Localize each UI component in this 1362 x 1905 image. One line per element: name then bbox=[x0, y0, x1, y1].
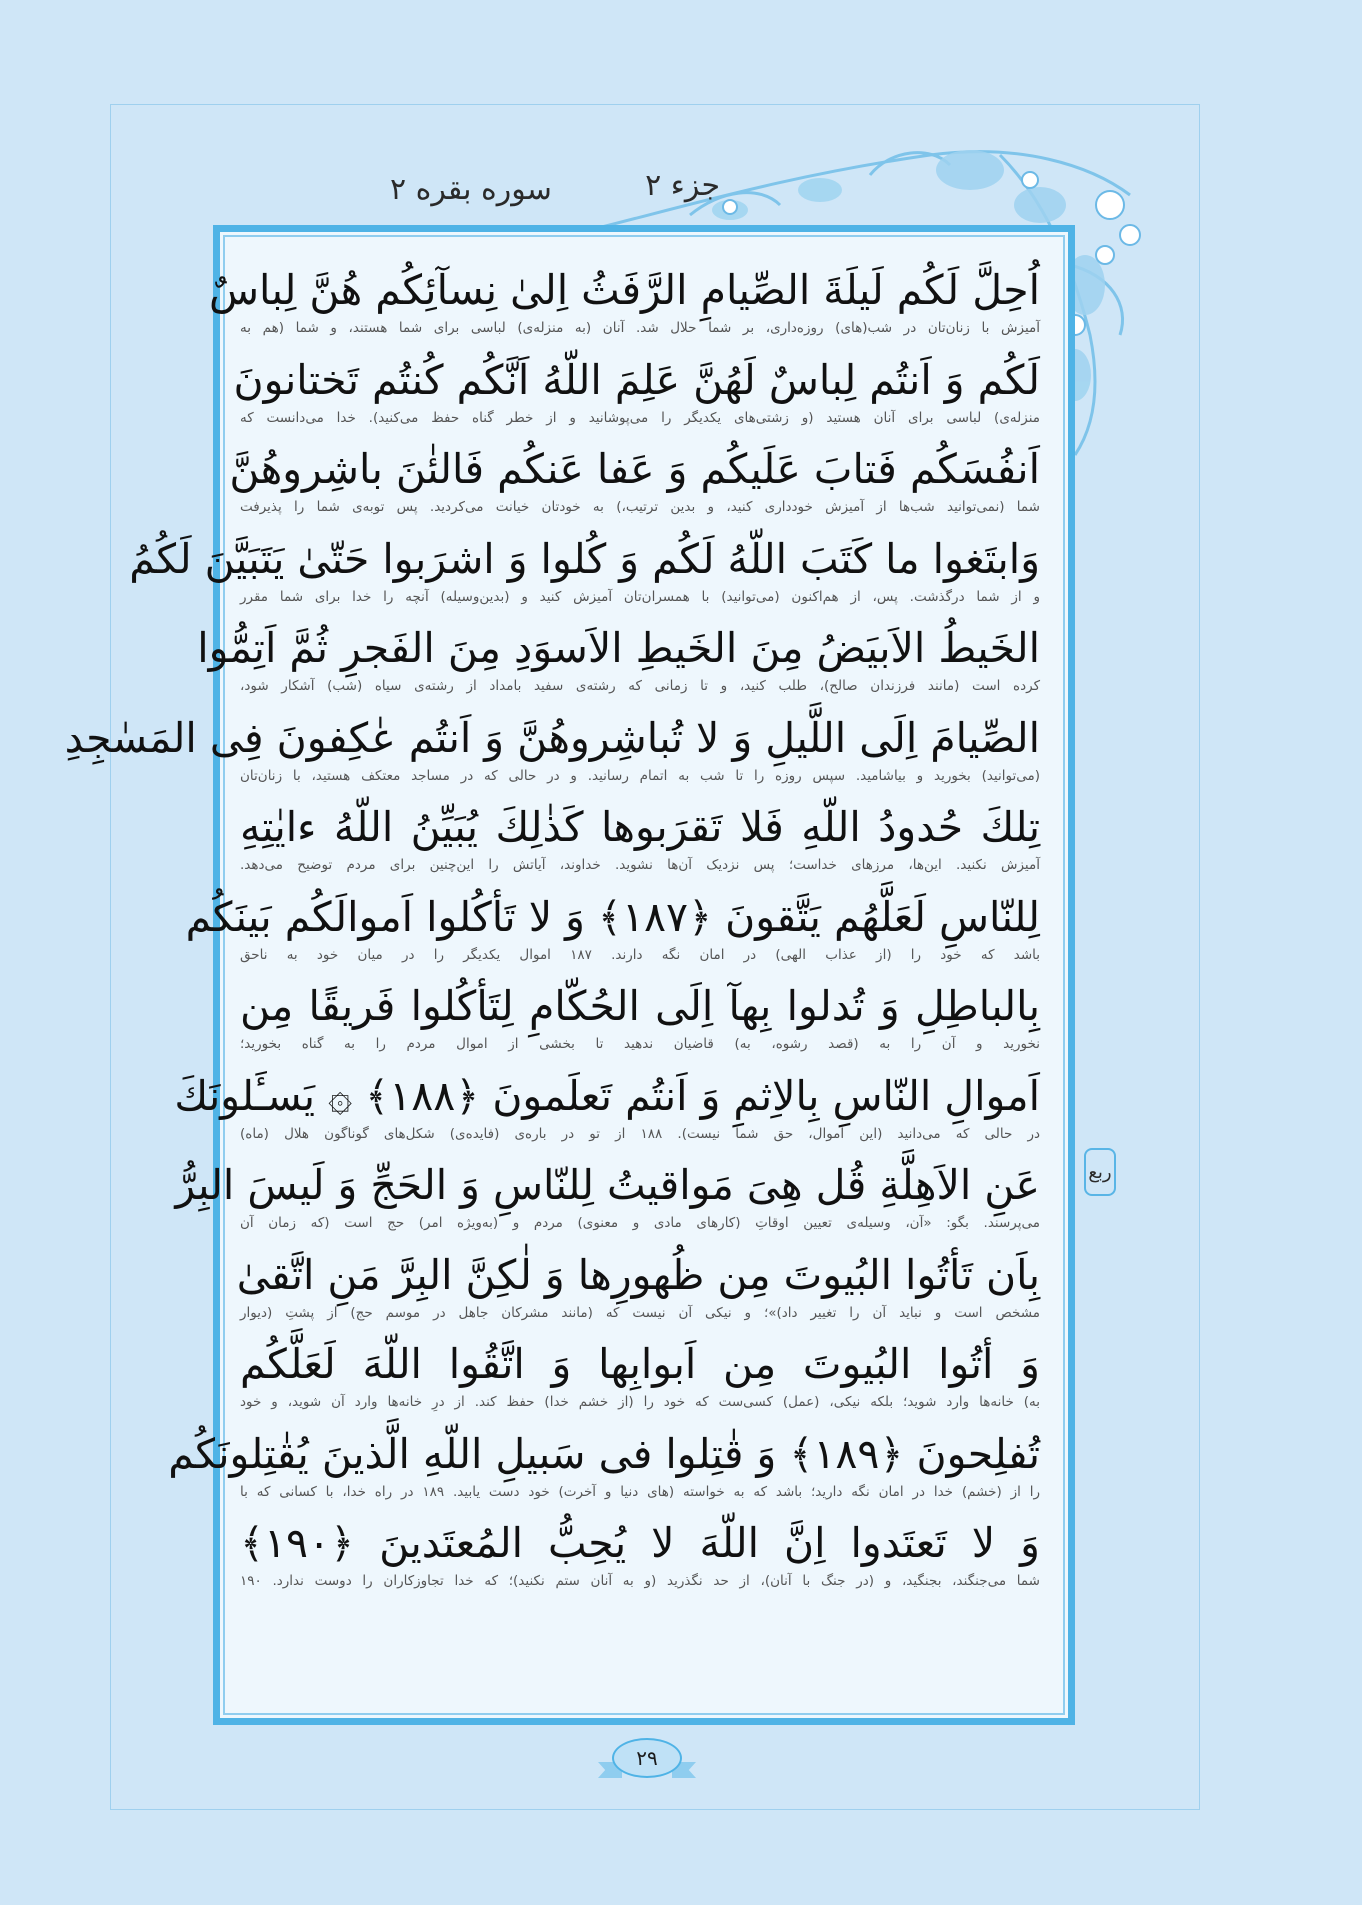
arabic-text: اَنفُسَكُم فَتابَ عَلَيكُم وَ عَفا عَنكُم فَالئٰنَ باشِروهُنَّ bbox=[229, 445, 1040, 493]
arabic-text: وَ لا تَعتَدوا اِنَّ اللّهَ لا يُحِبُّ المُعتَدينَ ﴿١٩٠﴾ bbox=[240, 1519, 1040, 1567]
verse-line bbox=[175, 1157, 1040, 1247]
persian-translation: می‌پرسند. بگو: «آن، وسیله‌ی تعیین اوقاتِ (کارهای مادی و معنوی) مردم و (به‌ویژه امر) حج است (که زمان آن bbox=[240, 1215, 1040, 1231]
persian-translation: را از (خشم) خدا در امان نگه دارید؛ باشد که به خواسته (های دنیا و آخرت) خود دست یابید. ۱۸۹ در راه خدا، با کسانی که با bbox=[240, 1483, 1041, 1500]
persian-translation: شما (نمی‌توانید شب‌ها از آمیزش خودداری کنید، و بدین ترتیب،) به خودتان خیانت می‌کردید. پس توبه‌ی شما را پذیرفت bbox=[240, 499, 1040, 515]
persian-translation: باشد که خود را (از عذاب الهی) در امان نگه دارند. ۱۸۷ اموال یکدیگر را در میان خود به ناحق bbox=[240, 946, 1040, 963]
persian-translation: (می‌توانید) بخورید و بیاشامید. سپس روزه را تا شب به اتمام رسانید. و در حالی که در مساجد معتکف هستید، با زنان‌تان bbox=[240, 767, 1040, 784]
arabic-text: اُحِلَّ لَكُم لَيلَةَ الصِّيامِ الرَّفَثُ اِلىٰ نِسآئِكُم هُنَّ لِباسٌ bbox=[208, 266, 1040, 314]
persian-translation: مشخص است و نباید آن را تغییر داد)»؛ و نیکی آن نیست که (مانند مشرکان جاهل در موسم حج) از پشتِ (دیوار bbox=[240, 1304, 1040, 1321]
rub-marker: ربع bbox=[1084, 1148, 1116, 1196]
verse-line bbox=[236, 1247, 1040, 1337]
surah-label: سوره بقره ۲ bbox=[390, 172, 552, 207]
persian-translation: آمیزش با زنان‌تان در شب(های) روزه‌داری، بر شما حلال شد. آنان (به منزله‌ی) لباسی برای شما هستند، و شما (هم به bbox=[240, 320, 1040, 336]
arabic-text: بِالباطِلِ وَ تُدلوا بِهآ اِلَى الحُكّامِ لِتَأكُلوا فَريقًا مِن bbox=[240, 982, 1040, 1030]
persian-translation: آمیزش نکنید. این‌ها، مرزهای خداست؛ پس نزدیک آن‌ها نشوید. خداوند، آیاتش را این‌چنین برای مردم توضیح می‌دهد. bbox=[240, 857, 1040, 873]
arabic-text: وَ أتُوا البُيوتَ مِن اَبوابِها وَ اتَّقُوا اللّهَ لَعَلَّكُم bbox=[240, 1340, 1040, 1388]
arabic-text: عَنِ الاَهِلَّةِ قُل هِىَ مَواقيتُ لِلنّاسِ وَ الحَجِّ وَ لَيسَ البِرُّ bbox=[175, 1161, 1040, 1209]
arabic-text: الصِّيامَ اِلَى اللَّيلِ وَ لا تُباشِروهُنَّ وَ اَنتُم عٰكِفونَ فِى المَسٰجِدِ bbox=[64, 713, 1040, 762]
persian-translation: در حالی که می‌دانید (این اموال، حق شما نیست). ۱۸۸ از تو در باره‌ی (فایده‌ی) شکل‌های گوناگون هلال (ماه) bbox=[240, 1125, 1040, 1142]
arabic-text: بِاَن تَأتُوا البُيوتَ مِن ظُهورِها وَ لٰكِنَّ البِرَّ مَنِ اتَّقىٰ bbox=[236, 1250, 1040, 1299]
verse-line bbox=[168, 1426, 1041, 1516]
persian-translation: و از شما درگذشت. پس، از هم‌اکنون (می‌توانید) با همسران‌تان آمیزش کنید و (بدین‌وسیله) آنچه را خدا برای شما مقرر bbox=[240, 588, 1040, 605]
page-header bbox=[390, 168, 720, 218]
persian-translation: نخورید و آن را به (قصد رشوه، به) قاضیان ندهید تا بخشی از اموال مردم را به گناه بخورید؛ bbox=[240, 1036, 1040, 1052]
persian-translation: شما می‌جنگند، بجنگید، و (در جنگ با آنان)، از حد نگذرید (و به آنان ستم نکنید)؛ که خدا تجاوزکاران را دوست ندارد. ۱۹۰ bbox=[240, 1573, 1040, 1589]
persian-translation: کرده است (مانند فرزندان صالح)، طلب کنید، و تا زمانی که رشته‌ی سفید بامداد از رشته‌ی سیاه (شب) آشکار شود، bbox=[240, 678, 1040, 694]
verse-line bbox=[64, 710, 1040, 800]
persian-translation: به) خانه‌ها وارد شوید؛ بلکه نیکی، (عمل) کسی‌ست که خود را (از خشم خدا) حفظ کند. از درِ خانه‌ها وارد آن شوید، و خود bbox=[240, 1394, 1040, 1410]
verse-line bbox=[229, 441, 1040, 531]
arabic-text: وَابتَغوا ما كَتَبَ اللّهُ لَكُم وَ كُلوا وَ اشرَبوا حَتّىٰ يَتَبَيَّنَ لَكُمُ bbox=[129, 534, 1040, 583]
verse-line bbox=[185, 889, 1040, 979]
verse-line bbox=[240, 1336, 1040, 1426]
verse-line bbox=[174, 1068, 1040, 1158]
arabic-text: تُفلِحونَ ﴿١٨٩﴾ وَ قٰتِلوا فى سَبيلِ اللّهِ الَّذينَ يُقٰتِلونَكُم bbox=[168, 1429, 1040, 1478]
verse-line bbox=[208, 262, 1040, 352]
verse-line bbox=[240, 978, 1040, 1068]
arabic-text: تِلكَ حُدودُ اللّهِ فَلا تَقرَبوها كَذٰلِكَ يُبَيِّنُ اللّهُ ءايٰتِهِ bbox=[240, 803, 1040, 851]
juz-label: جزء ۲ bbox=[645, 168, 720, 203]
verse-line bbox=[129, 531, 1040, 621]
arabic-text: الخَيطُ الاَبيَضُ مِنَ الخَيطِ الاَسوَدِ مِنَ الفَجرِ ثُمَّ اَتِمُّوا bbox=[197, 624, 1040, 672]
arabic-text: لِلنّاسِ لَعَلَّهُم يَتَّقونَ ﴿١٨٧﴾ وَ لا تَأكُلوا اَموالَكُم بَينَكُم bbox=[185, 892, 1040, 941]
verse-content bbox=[64, 262, 1041, 1702]
verse-line bbox=[233, 352, 1040, 442]
arabic-text: اَموالِ النّاسِ بِالاِثمِ وَ اَنتُم تَعلَمونَ ﴿١٨٨﴾ ۞ يَسـَٔلونَكَ bbox=[174, 1071, 1040, 1120]
persian-translation: منزله‌ی) لباسی برای آنان هستید (و زشتی‌های یکدیگر را می‌پوشانید و از خطر گناه حفظ می‌کنید). خدا می‌دانست که bbox=[240, 409, 1040, 426]
verse-line bbox=[240, 799, 1040, 889]
verse-line bbox=[240, 1515, 1040, 1605]
verse-line bbox=[197, 620, 1040, 710]
arabic-text: لَكُم وَ اَنتُم لِباسٌ لَهُنَّ عَلِمَ اللّهُ اَنَّكُم كُنتُم تَختانونَ bbox=[233, 355, 1040, 404]
page-number: ۲۹ bbox=[612, 1738, 682, 1778]
